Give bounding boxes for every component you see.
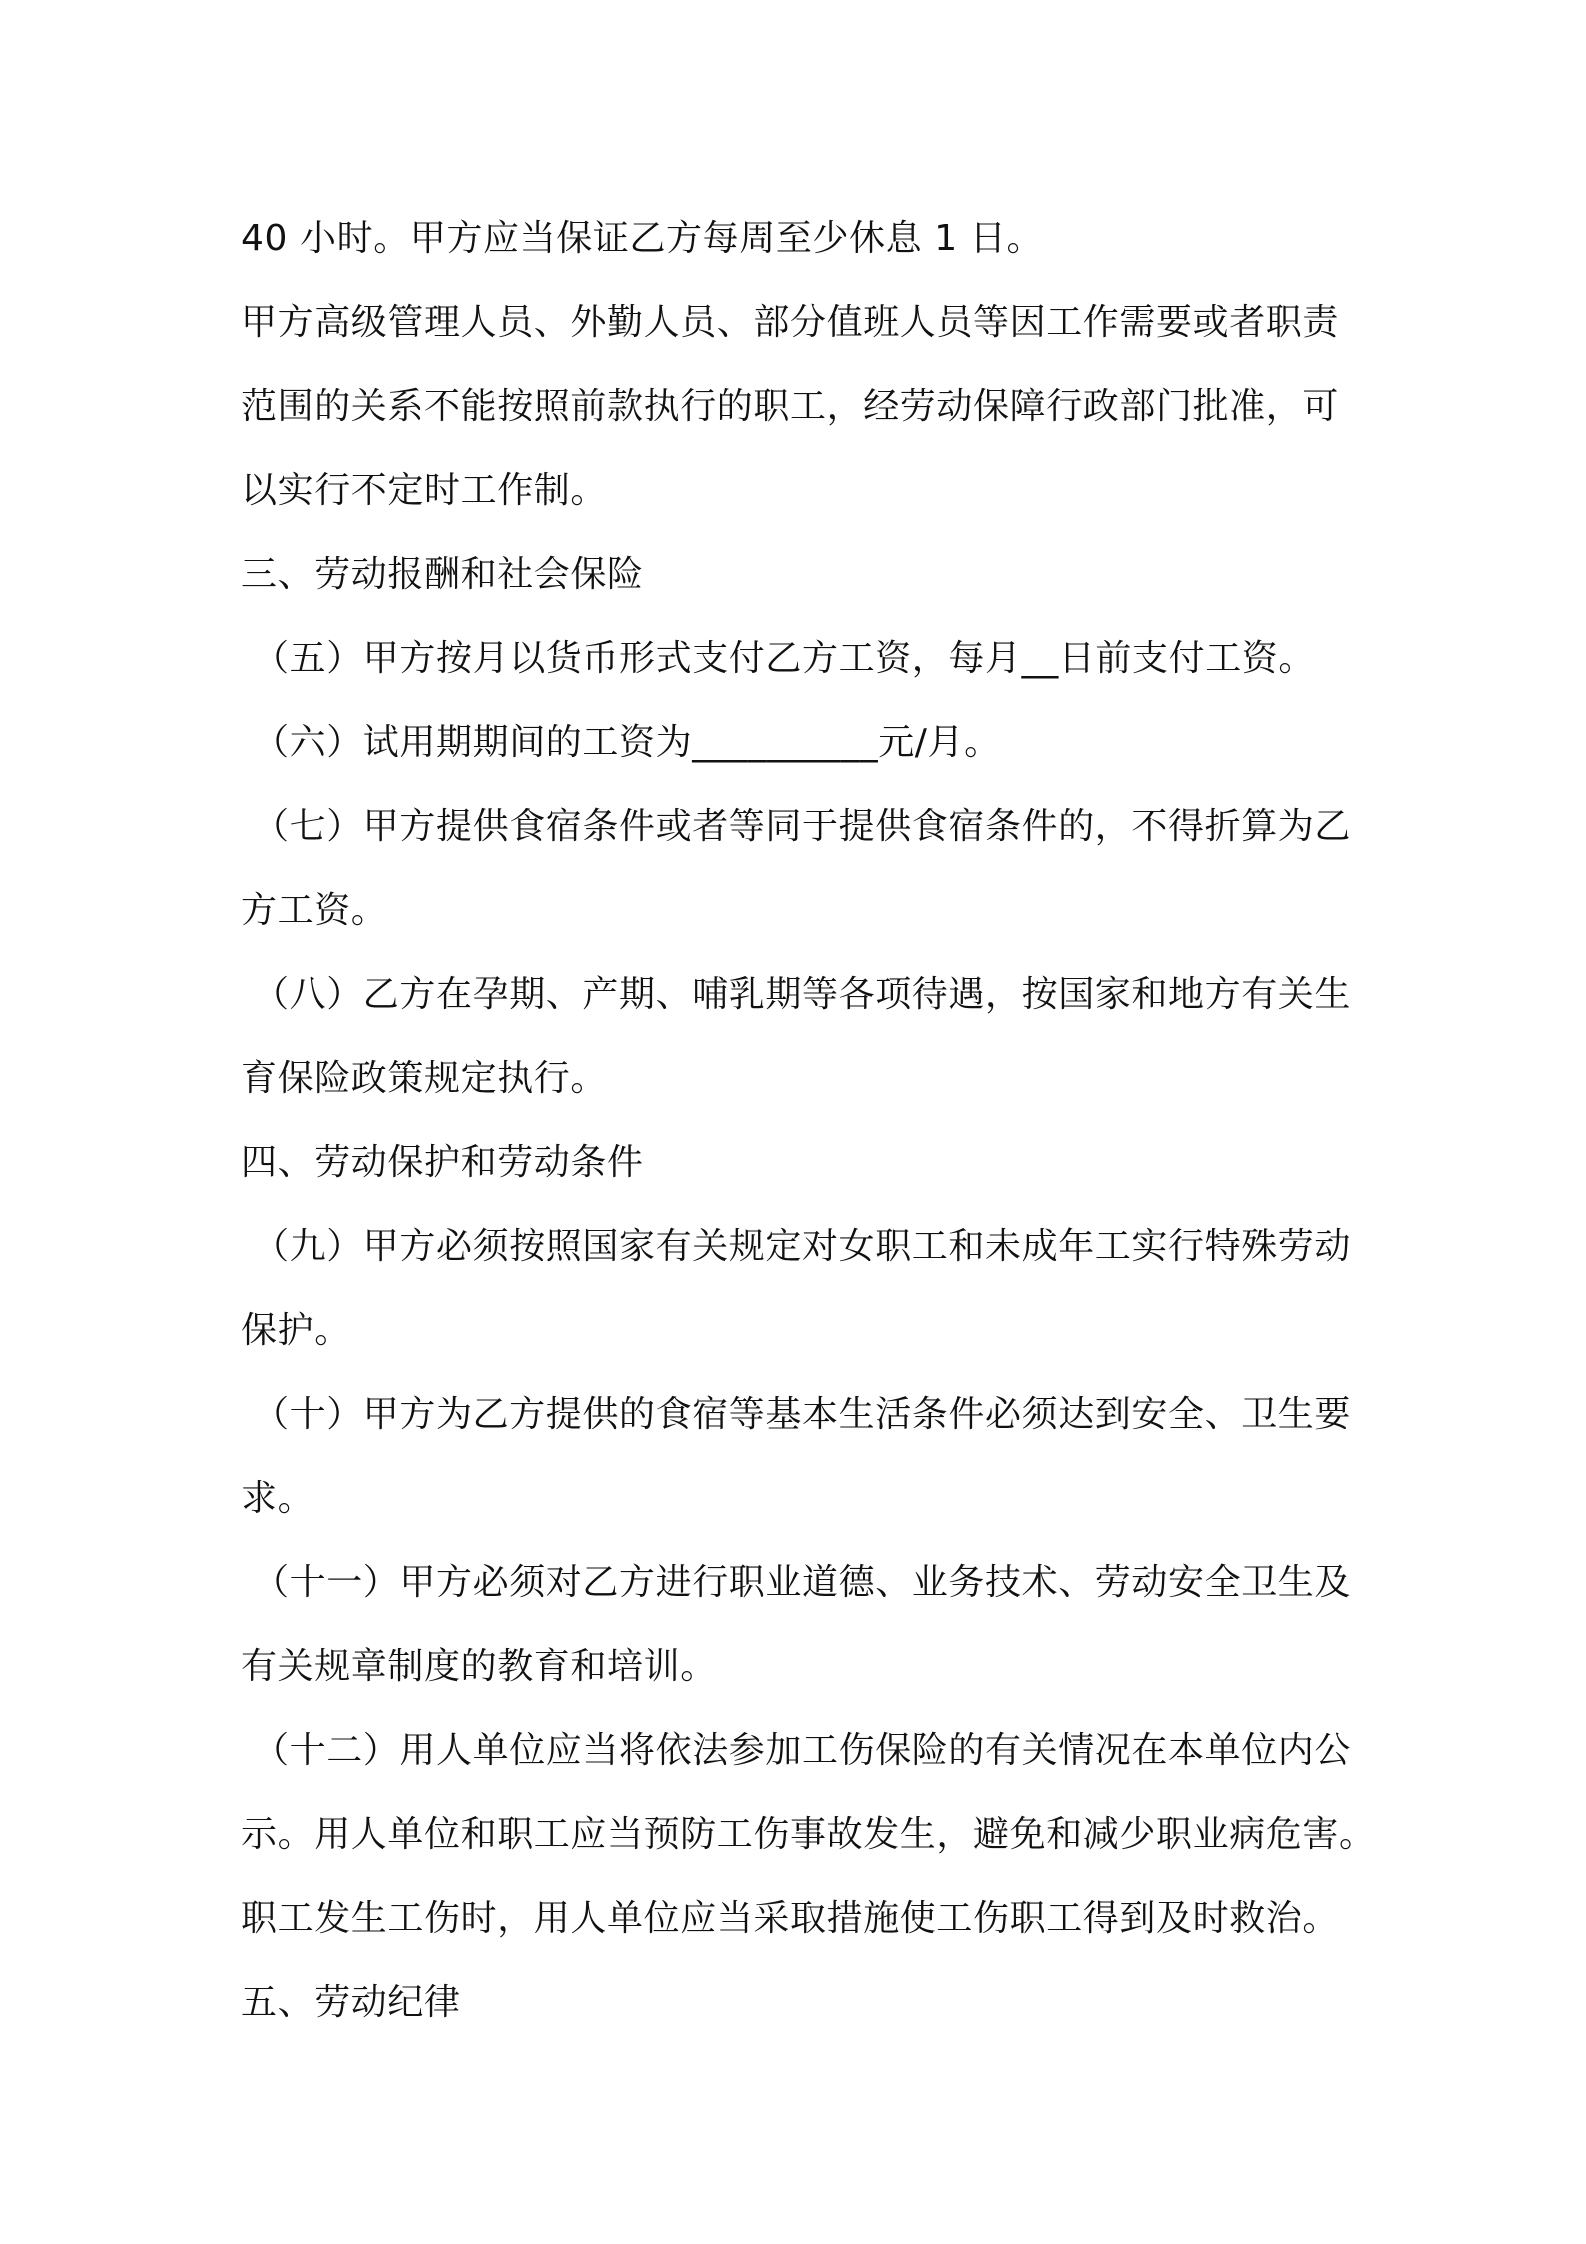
text-line: 求。 [241,1478,315,1519]
text-line: 范围的关系不能按照前款执行的职工，经劳动保障行政部门批准，可 [241,386,1340,427]
text-line: 职工发生工伤时，用人单位应当采取措施使工伤职工得到及时救治。 [241,1898,1340,1939]
text-line: 甲方高级管理人员、外勤人员、部分值班人员等因工作需要或者职责 [241,302,1340,343]
text-line: 40 小时。甲方应当保证乙方每周至少休息 1 日。 [241,218,1044,259]
clause-line: （十）甲方为乙方提供的食宿等基本生活条件必须达到安全、卫生要 [253,1394,1352,1435]
section-heading: 四、劳动保护和劳动条件 [241,1142,644,1183]
text-line: 育保险政策规定执行。 [241,1058,608,1099]
text-line: 保护。 [241,1310,351,1351]
clause-line: （七）甲方提供食宿条件或者等同于提供食宿条件的，不得折算为乙 [253,806,1352,847]
text-line: 方工资。 [241,890,388,931]
clause-line: （九）甲方必须按照国家有关规定对女职工和未成年工实行特殊劳动 [253,1226,1352,1267]
clause-line: （八）乙方在孕期、产期、哺乳期等各项待遇，按国家和地方有关生 [253,974,1352,1015]
clause-line: （十二）用人单位应当将依法参加工伤保险的有关情况在本单位内公 [253,1730,1352,1771]
clause-line: （五）甲方按月以货币形式支付乙方工资，每月__日前支付工资。 [253,638,1316,679]
section-heading: 五、劳动纪律 [241,1982,461,2023]
text-line: 以实行不定时工作制。 [241,470,608,511]
clause-line: （十一）甲方必须对乙方进行职业道德、业务技术、劳动安全卫生及 [253,1562,1352,1603]
text-line: 示。用人单位和职工应当预防工伤事故发生，避免和减少职业病危害。 [241,1814,1376,1855]
document-body [241,197,1376,2045]
clause-line: （六）试用期期间的工资为__________元/月。 [253,722,1001,763]
text-line: 有关规章制度的教育和培训。 [241,1646,717,1687]
section-heading: 三、劳动报酬和社会保险 [241,554,644,595]
